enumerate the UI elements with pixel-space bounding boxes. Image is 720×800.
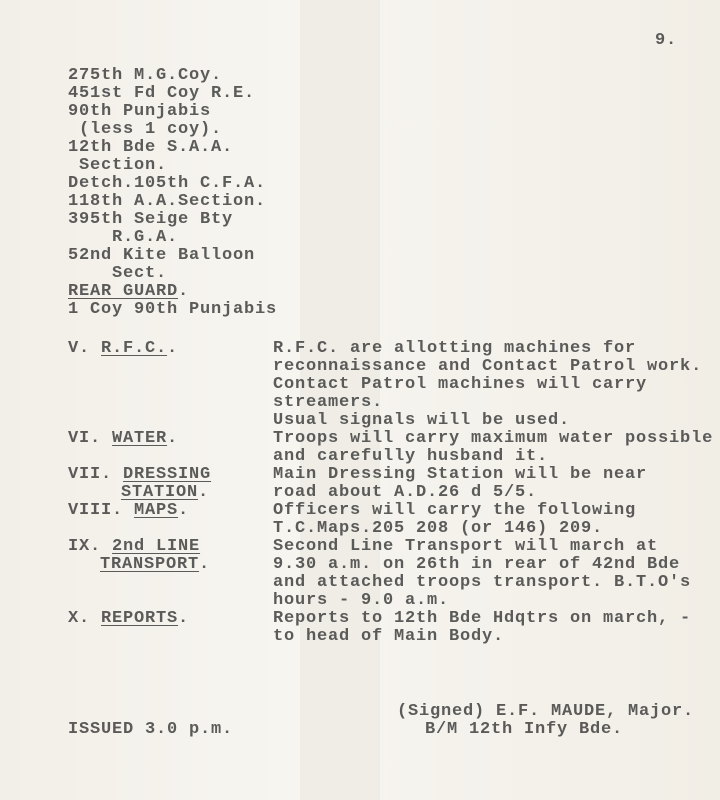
section-body	[273, 430, 713, 466]
section-heading	[68, 430, 178, 448]
section-body-line: to head of Main Body.	[273, 627, 505, 646]
section-title: REPORTS	[101, 609, 179, 628]
section-title: TRANSPORT	[100, 555, 200, 574]
section-number: IX.	[68, 537, 102, 556]
section-heading	[68, 502, 189, 520]
unit-line: 451st Fd Coy R.E.	[68, 84, 256, 103]
section-body-line: reconnaissance and Contact Patrol work.	[273, 357, 703, 376]
section-heading-line: X. REPORTS.	[68, 609, 190, 628]
section-body-line: Contact Patrol machines will carry	[273, 375, 648, 394]
section-number: VII.	[68, 465, 113, 484]
section-body-line: and carefully husband it.	[273, 447, 549, 466]
section-heading-line	[68, 466, 211, 484]
section-number: VI.	[68, 429, 102, 448]
signature-title: B/M 12th Infy Bde.	[425, 720, 624, 739]
section-body-line: 9.30 a.m. on 26th in rear of 42nd Bde	[273, 555, 681, 574]
unit-line: 52nd Kite Balloon	[68, 246, 256, 265]
section-body-line: T.C.Maps.205 208 (or 146) 209.	[273, 519, 604, 538]
unit-line: R.G.A.	[68, 228, 179, 247]
section-body-line: road about A.D.26 d 5/5.	[273, 483, 538, 502]
section-body-line: R.F.C. are allotting machines for	[273, 339, 637, 358]
section-heading	[68, 610, 189, 628]
section-body-line: and attached troops transport. B.T.O's	[273, 573, 692, 592]
unit-line: (less 1 coy).	[68, 120, 223, 139]
section-heading	[68, 340, 178, 358]
rear-guard-text: 1 Coy 90th Punjabis	[68, 300, 278, 319]
section-number: V.	[68, 339, 91, 358]
section-body	[273, 538, 691, 610]
section-body-line: Main Dressing Station will be near	[273, 465, 648, 484]
section-heading-line: VI. WATER.	[68, 429, 179, 448]
section-number: VIII.	[68, 501, 124, 520]
section-title: 2nd LINE	[112, 537, 201, 556]
signature-line: (Signed) E.F. MAUDE, Major.	[397, 702, 695, 721]
section-heading-line: TRANSPORT.	[100, 555, 211, 574]
unit-line: Section.	[68, 156, 168, 175]
section-body	[273, 340, 702, 430]
issued-time: ISSUED 3.0 p.m.	[68, 720, 234, 739]
section-heading-line	[68, 538, 210, 556]
section-title: R.F.C.	[101, 339, 168, 358]
unit-line: 275th M.G.Coy.	[68, 66, 223, 85]
unit-line: 12th Bde S.A.A.	[68, 138, 234, 157]
page-number: 9.	[655, 31, 678, 50]
section-title: WATER	[112, 429, 168, 448]
section-heading-line: VIII. MAPS.	[68, 501, 190, 520]
units-list	[68, 67, 277, 319]
section-body-line: hours - 9.0 a.m.	[273, 591, 450, 610]
section-body-line: Second Line Transport will march at	[273, 537, 659, 556]
section-heading	[68, 538, 210, 574]
section-body	[273, 466, 647, 502]
section-heading-line: STATION.	[121, 483, 210, 502]
section-title: STATION	[121, 483, 199, 502]
section-heading	[68, 466, 211, 502]
section-body-line: Officers will carry the following	[273, 501, 637, 520]
section-body-line: Reports to 12th Bde Hdqtrs on march, -	[273, 609, 692, 628]
unit-line: 90th Punjabis	[68, 102, 212, 121]
section-title: MAPS	[134, 501, 179, 520]
rear-guard-heading: REAR GUARD.	[68, 282, 190, 301]
section-body-line: Usual signals will be used.	[273, 411, 571, 430]
section-body	[273, 502, 636, 538]
unit-line: 395th Seige Bty	[68, 210, 234, 229]
section-body-line: streamers.	[273, 393, 384, 412]
section-heading-line: V. R.F.C..	[68, 339, 179, 358]
section-number: X.	[68, 609, 91, 628]
section-body	[273, 610, 691, 646]
unit-line: Detch.105th C.F.A.	[68, 174, 267, 193]
unit-line: 118th A.A.Section.	[68, 192, 267, 211]
section-body-line: Troops will carry maximum water possible	[273, 429, 714, 448]
unit-line: Sect.	[68, 264, 168, 283]
section-title: DRESSING	[123, 465, 212, 484]
